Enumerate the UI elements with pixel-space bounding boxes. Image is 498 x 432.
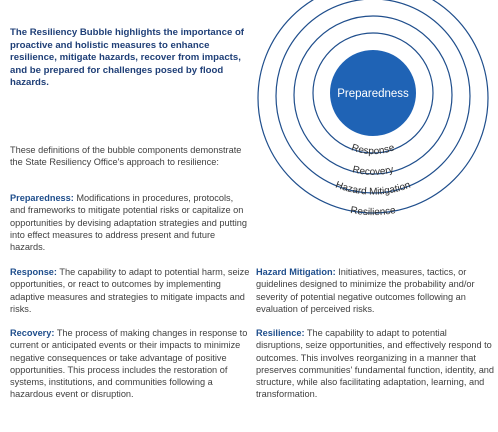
svg-text:Resilience xyxy=(350,205,397,218)
definition-term: Hazard Mitigation: xyxy=(256,267,336,277)
definition-term: Response: xyxy=(10,267,57,277)
svg-text:Response xyxy=(350,142,397,157)
definition-response xyxy=(10,266,250,315)
intro-heading: The Resiliency Bubble highlights the importance of proactive and holistic measures to enhance resilience, mitigate hazards, recover from impacts, and be prepared for challenges posed by flood hazards. xyxy=(10,27,245,89)
definition-term: Recovery: xyxy=(10,328,55,338)
definition-preparedness xyxy=(10,192,250,253)
definition-resilience xyxy=(256,327,496,401)
definitions-lead-text: These definitions of the bubble components demonstrate the State Resiliency Office's approach to resilience: xyxy=(10,145,242,168)
definition-recovery xyxy=(10,327,250,401)
definition-text: The capability to adapt to potential disruptions, seize opportunities, and effectively respond to outcomes. This involves reorganizing in a manner that preserves communities' fundamental function, identity, and structure, while also facilitating adaptation, learning, and transformation. xyxy=(256,328,495,400)
ring-label-response: Response xyxy=(349,142,397,158)
definition-text: Initiatives, measures, tactics, or guidelines designed to minimize the probability and/or severity of potential negative outcomes following an evaluation of perceived risks. xyxy=(256,267,475,314)
ring-label-hazard-mitigation: Hazard Mitigation xyxy=(333,179,413,198)
definition-term: Resilience: xyxy=(256,328,305,338)
center-label: Preparedness xyxy=(337,88,409,100)
svg-text:Recovery xyxy=(351,164,394,178)
ring-label-recovery: Recovery xyxy=(351,164,395,178)
definition-term: Preparedness: xyxy=(10,193,74,203)
svg-text:Hazard Mitigation xyxy=(334,180,412,198)
definition-text: The capability to adapt to potential harm, seize opportunities, or react to outcomes by implementing adaptive measures and strategies to mitigate impacts and risks. xyxy=(10,267,250,314)
resiliency-bubble-diagram xyxy=(256,0,498,236)
definition-text: Modifications in procedures, protocols, and frameworks to mitigate potential risks or capitalize on opportunities by devising adaptation strategies and putting into effect measures to address present and future hazards. xyxy=(10,193,247,253)
definition-text: The process of making changes in response to current or anticipated events or their impacts to minimize negative consequences or take advantage of positive opportunities. This process includes the restoration of systems, institutions, and communities following a hazardous event or disruption. xyxy=(10,328,248,400)
definition-hazard-mitigation xyxy=(256,266,496,315)
ring-label-resilience: Resilience xyxy=(349,205,397,219)
